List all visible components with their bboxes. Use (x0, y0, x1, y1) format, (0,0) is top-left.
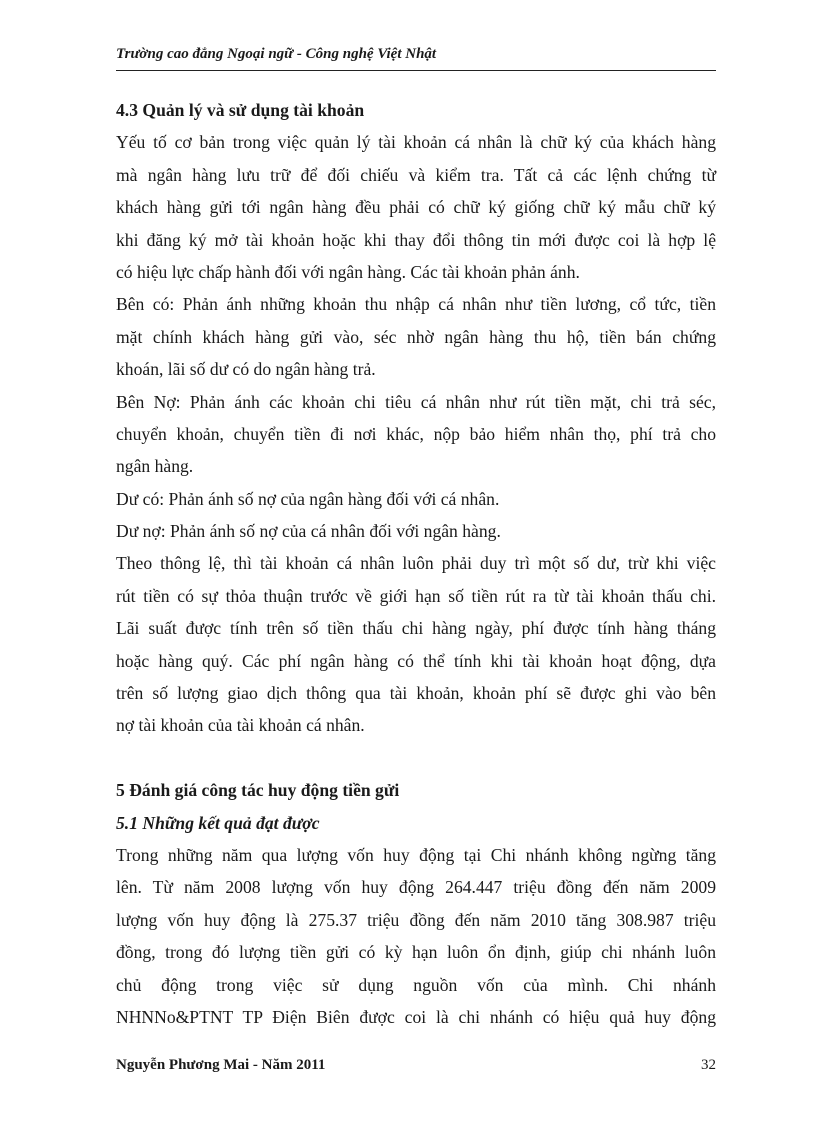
paragraph-line: khoán, lãi số dư có do ngân hàng trả. (116, 359, 376, 380)
paragraph-line: Yếu tố cơ bản trong việc quản lý tài khoản cá nhân là chữ ký của khách hàng (116, 132, 716, 153)
paragraph-line: mặt chính khách hàng gửi vào, séc nhờ ngân hàng thu hộ, tiền bán chứng (116, 326, 716, 347)
footer-author: Nguyễn Phương Mai - Năm 2011 (116, 1057, 326, 1073)
paragraph-line: NHNNo&PTNT TP Điện Biên được coi là chi nhánh có hiệu quả huy động (116, 1006, 716, 1027)
paragraph-line: Lãi suất được tính trên số tiền thấu chi hàng ngày, phí được tính hàng tháng (116, 618, 716, 639)
paragraph-line: Dư có: Phản ánh số nợ của ngân hàng đối với cá nhân. (116, 488, 500, 509)
paragraph-line: ngân hàng. (116, 456, 194, 477)
paragraph-line: Dư nợ: Phản ánh số nợ của cá nhân đối với ngân hàng. (116, 521, 501, 542)
section-heading: 4.3 Quản lý và sử dụng tài khoản (116, 100, 365, 120)
paragraph-line: chuyển khoản, chuyển tiền đi nơi khác, nộp bảo hiểm nhân thọ, phí trả cho (116, 423, 716, 444)
paragraph-line: đồng, trong đó lượng tiền gửi có kỳ hạn luôn ổn định, giúp chi nhánh luôn (116, 942, 716, 963)
paragraph-line: Bên có: Phản ánh những khoản thu nhập cá nhân như tiền lương, cổ tức, tiền (116, 294, 716, 315)
paragraph-line: khách hàng gửi tới ngân hàng đều phải có chữ ký giống chữ ký mẫu chữ ký (116, 197, 716, 218)
paragraph-line: lượng vốn huy động là 275.37 triệu đồng đến năm 2010 tăng 308.987 triệu (116, 909, 716, 930)
paragraph-line: nợ tài khoản của tài khoản cá nhân. (116, 715, 365, 736)
paragraph-line: khi đăng ký mở tài khoản hoặc khi thay đổi thông tin mới được coi là hợp lệ (116, 229, 716, 250)
paragraph-line: chủ động trong việc sử dụng nguồn vốn của mình. Chi nhánh (116, 974, 716, 995)
section-heading: 5 Đánh giá công tác huy động tiền gửi (116, 780, 400, 801)
paragraph-line: rút tiền có sự thỏa thuận trước về giới hạn số tiền rút ra từ tài khoản thấu chi. (116, 585, 716, 606)
page-number: 32 (701, 1057, 716, 1073)
page-header-title: Trường cao đẳng Ngoại ngữ - Công nghệ Việt Nhật (116, 46, 437, 62)
subsection-heading: 5.1 Những kết quả đạt được (116, 812, 320, 833)
paragraph-line: mà ngân hàng lưu trữ để đối chiếu và kiểm tra. Tất cả các lệnh chứng từ (116, 164, 716, 185)
paragraph-line: Trong những năm qua lượng vốn huy động tại Chi nhánh không ngừng tăng (116, 844, 716, 865)
paragraph-line: Theo thông lệ, thì tài khoản cá nhân luôn phải duy trì một số dư, trừ khi việc (116, 553, 716, 574)
header-divider (116, 70, 716, 71)
paragraph-line: lên. Từ năm 2008 lượng vốn huy động 264.447 triệu đồng đến năm 2009 (116, 877, 716, 898)
paragraph-line: trên số lượng giao dịch thông qua tài khoản, khoản phí sẽ được ghi vào bên (116, 683, 716, 704)
page-body (116, 94, 716, 1033)
paragraph-line: hoặc hàng quý. Các phí ngân hàng có thể tính khi tài khoản hoạt động, dựa (116, 650, 716, 671)
paragraph-line: Bên Nợ: Phản ánh các khoản chi tiêu cá nhân như rút tiền mặt, chi trả séc, (116, 391, 716, 412)
paragraph-line: có hiệu lực chấp hành đối với ngân hàng. Các tài khoản phản ánh. (116, 261, 580, 282)
section-spacer (116, 742, 716, 774)
